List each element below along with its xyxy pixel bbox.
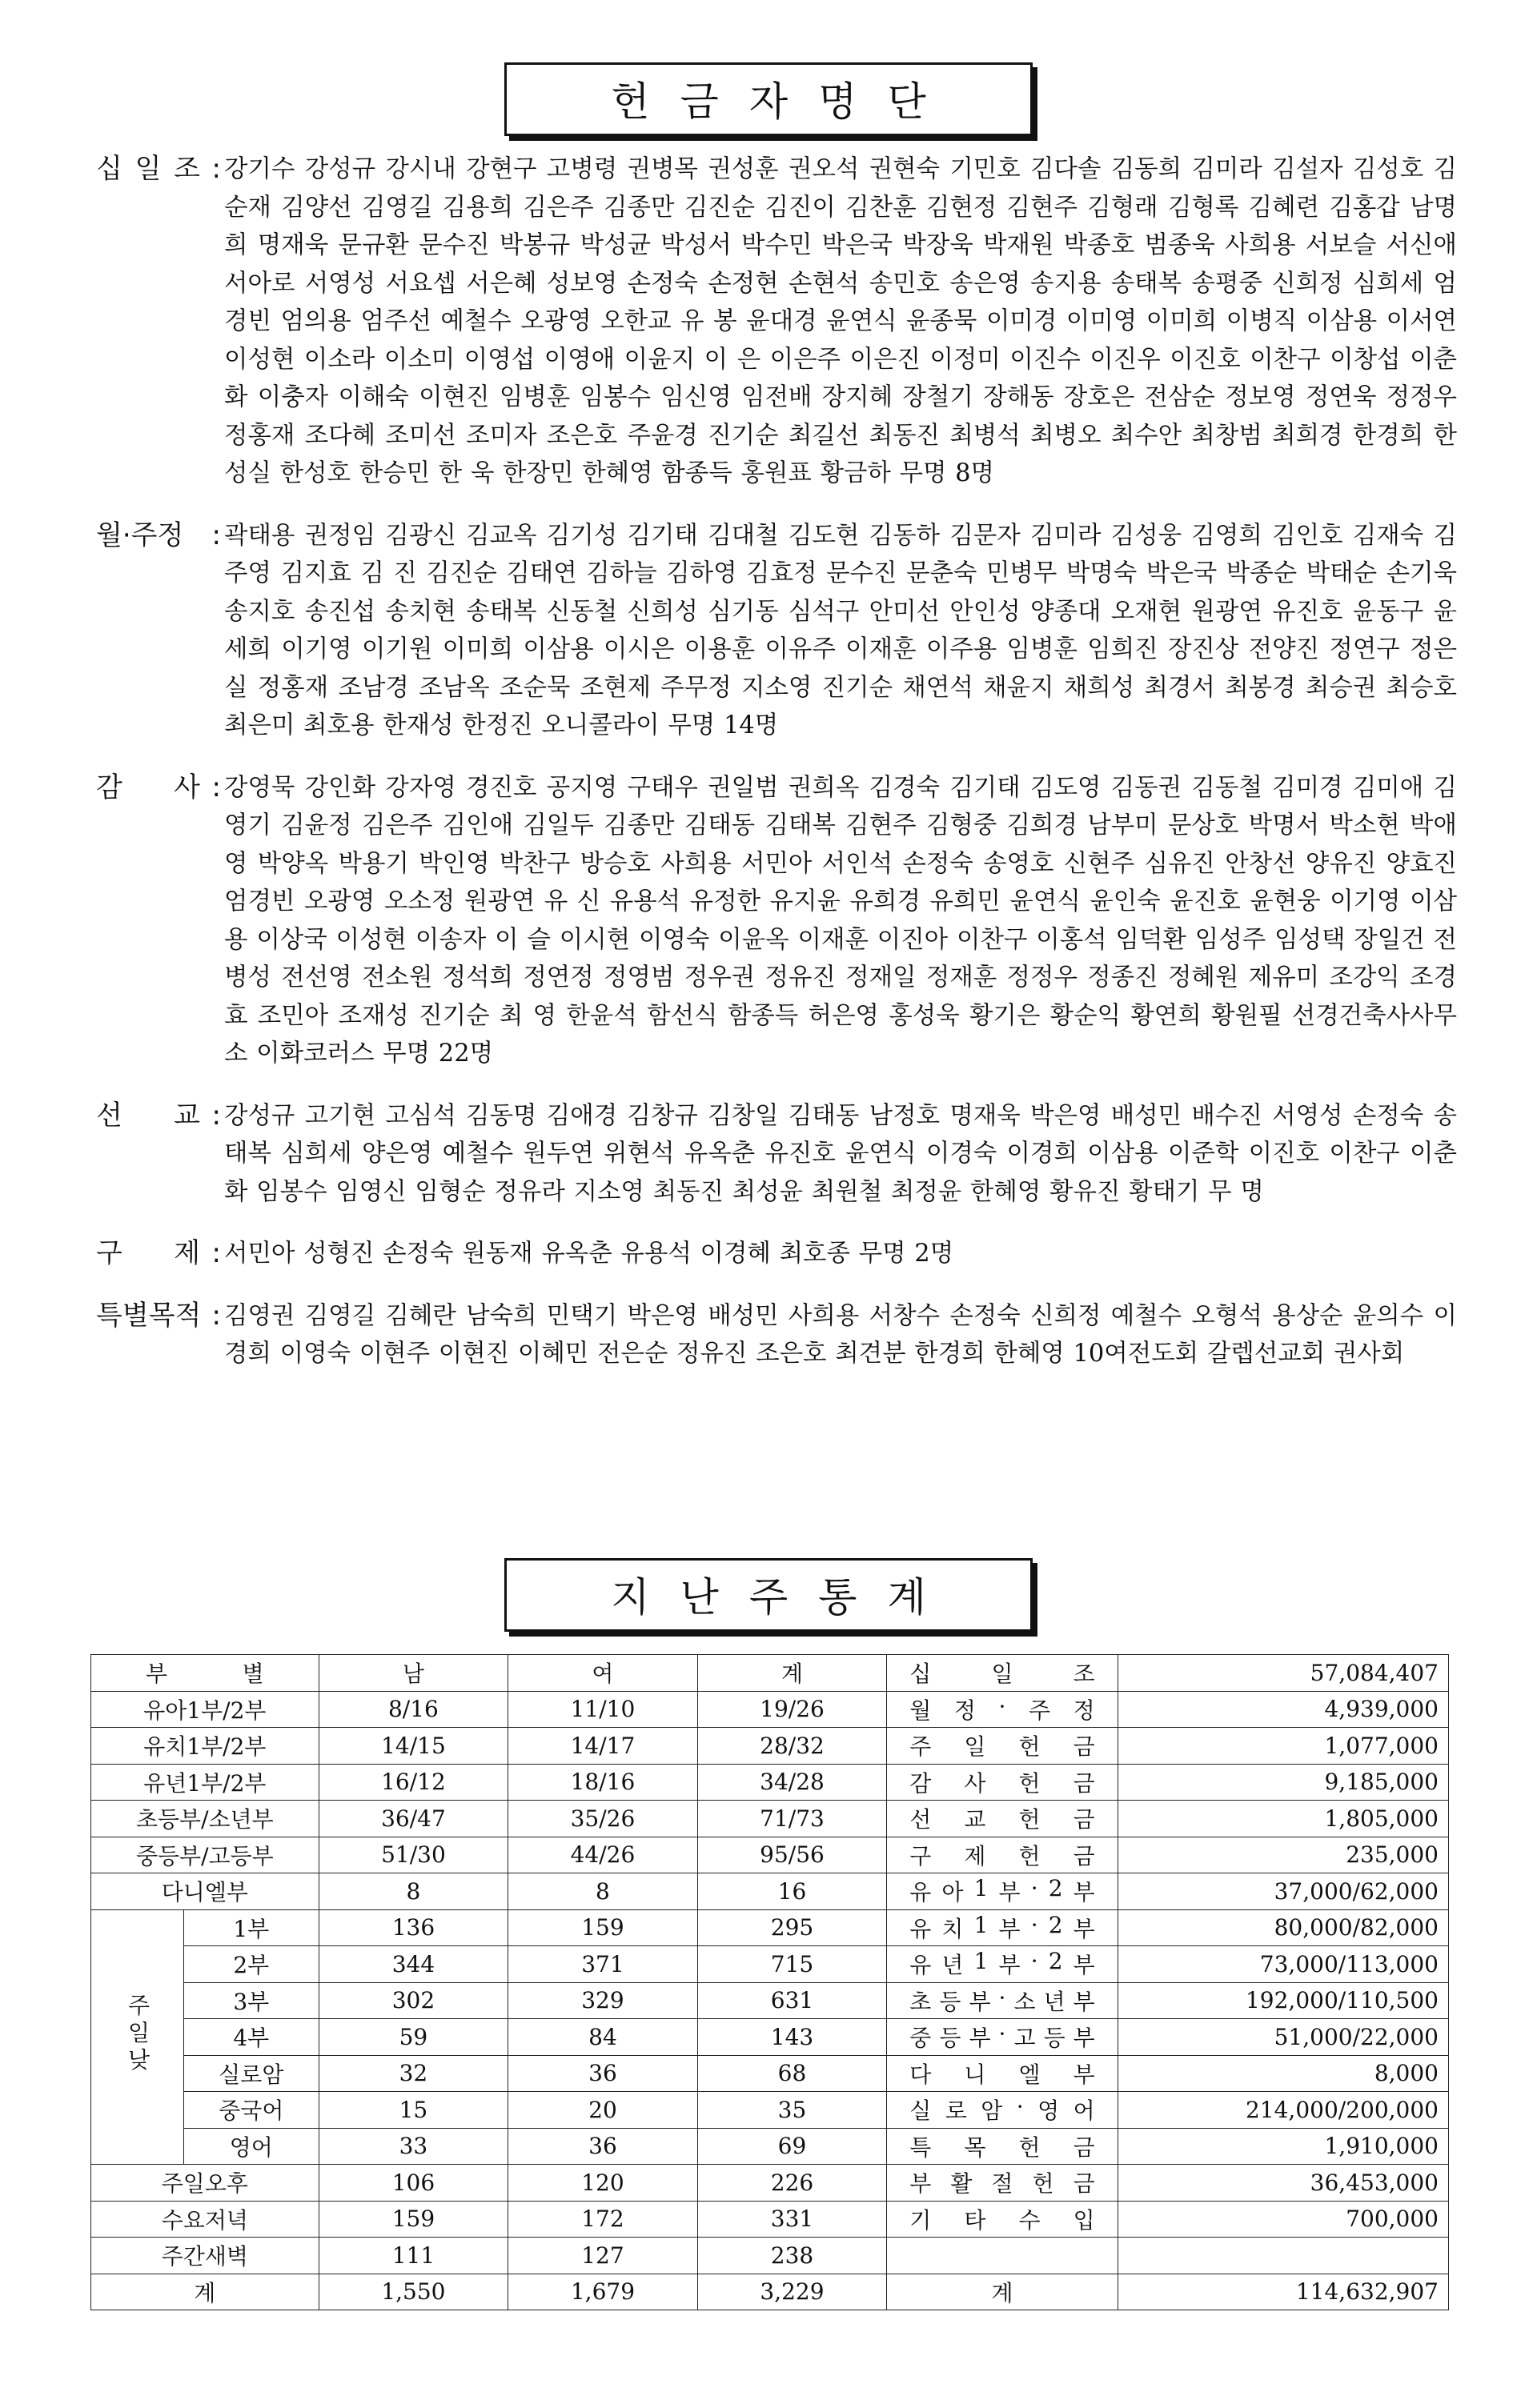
female-cell: 159 [508, 1909, 698, 1946]
offering-amount: 51,000/22,000 [1118, 2019, 1448, 2056]
offering-item: 중 등 부 · 고 등 부 [887, 2019, 1118, 2056]
offering-amount: 36,453,000 [1118, 2165, 1448, 2202]
total-cell: 3,229 [697, 2274, 887, 2310]
total-cell: 35 [697, 2092, 887, 2129]
dept-cell: 중국어 [183, 2092, 319, 2129]
offering-item: 유 아 1 부 · 2 부 [887, 1873, 1118, 1910]
sunday-group-label: 주일낮 [91, 1909, 184, 2165]
dept-cell: 중등부/고등부 [91, 1837, 319, 1873]
table-row [91, 1909, 1449, 1946]
section-label-text: 감 사 [96, 771, 200, 803]
male-cell: 36/47 [319, 1801, 508, 1837]
dept-cell: 3부 [183, 1982, 319, 2019]
total-cell: 331 [697, 2201, 887, 2238]
dept-cell: 수요저녁 [91, 2201, 319, 2238]
table-row [91, 2238, 1449, 2274]
donor-names: 김영권 김영길 김혜란 남숙희 민택기 박은영 배성민 사희용 서창수 손정숙 신희정 예철수 오형석 용상순 윤의수 이경희 이영숙 이현주 이현진 이혜민 전은순 정유진 조은호 최견분 한경희 한혜영 10여전도회 갈렙선교회 권사회 [224, 1301, 1457, 1368]
offering-amount [1118, 2238, 1448, 2274]
weekly-stats-table [90, 1654, 1449, 2310]
offering-item: 선 교 헌 금 [887, 1801, 1118, 1837]
offering-amount: 1,077,000 [1118, 1728, 1448, 1765]
offering-amount: 8,000 [1118, 2055, 1448, 2092]
male-cell: 8 [319, 1873, 508, 1910]
female-cell: 371 [508, 1946, 698, 1983]
table-row [91, 2165, 1449, 2202]
table-header-row [91, 1655, 1449, 1692]
dept-cell: 초등부/소년부 [91, 1801, 319, 1837]
donor-names: 서민아 성형진 손정숙 원동재 유옥춘 유용석 이경혜 최호종 무명 2명 [224, 1240, 954, 1268]
header-male: 남 [319, 1655, 508, 1692]
male-cell: 302 [319, 1982, 508, 2019]
female-cell: 329 [508, 1982, 698, 2019]
table-row [91, 2019, 1449, 2056]
donor-names: 강기수 강성규 강시내 강현구 고병령 권병목 권성훈 권오석 권현숙 기민호 김다솔 김동희 김미라 김설자 김성호 김순재 김양선 김영길 김용희 김은주 김종만 김진순 김진이 김찬훈 김현정 김현주 김형래 김형록 김혜련 김홍갑 남명희 명재욱 문규환 문수진 박봉규 박성균 박성서 박수민 박은국 박장욱 박재원 박종호 범종욱 사희용 서보슬 서신애 서아로 서영성 서요셉 서은혜 성보영 손정숙 손정현 손현석 송민호 송은영 송지용 송태복 송평중 신희정 심희세 엄경빈 엄의용 엄주선 예철수 오광영 오한교 유 봉 윤대경 윤연식 윤종묵 이미경 이미영 이미희 이병직 이삼용 이서연 이성현 이소라 이소미 이영섭 이영애 이윤지 이 은 이은주 이은진 이정미 이진수 이진우 이진호 이찬구 이창섭 이춘화 이충자 이해숙 이현진 임병훈 임봉수 임신영 임전배 장지혜 장철기 장해동 장호은 전삼순 정보영 정연욱 정정우 정홍재 조다혜 조미선 조미자 조은호 주윤경 진기순 최길선 최동진 최병석 최병오 최수안 최창범 최희경 한경희 한성실 한성호 한승민 한 욱 한장민 한혜영 함종득 홍원표 황금하 무명 8명 [224, 155, 1457, 487]
section-label: 특별목적 : [96, 1297, 224, 1373]
offering-item: 유 년 1 부 · 2 부 [887, 1946, 1118, 1983]
male-cell: 16/12 [319, 1764, 508, 1801]
offering-item: 계 [887, 2274, 1118, 2310]
female-cell: 35/26 [508, 1801, 698, 1837]
male-cell: 51/30 [319, 1837, 508, 1873]
total-cell: 69 [697, 2128, 887, 2165]
section-label-text: 구 제 [96, 1237, 200, 1269]
male-cell: 32 [319, 2055, 508, 2092]
female-cell: 36 [508, 2055, 698, 2092]
section-label-text: 특별목적 [96, 1299, 202, 1332]
offering-amount: 4,939,000 [1118, 1691, 1448, 1728]
offering-item: 감 사 헌 금 [887, 1764, 1118, 1801]
total-cell: 68 [697, 2055, 887, 2092]
offering-item: 십 일 조 [887, 1655, 1118, 1692]
section-label: 십 일 조 : [96, 150, 224, 493]
female-cell: 84 [508, 2019, 698, 2056]
total-cell: 631 [697, 1982, 887, 2019]
offering-item: 부 활 절 헌 금 [887, 2165, 1118, 2202]
dept-cell: 주간새벽 [91, 2238, 319, 2274]
offering-item: 실 로 암 · 영 어 [887, 2092, 1118, 2129]
dept-cell: 유치1부/2부 [91, 1728, 319, 1765]
section-label: 선 교 : [96, 1097, 224, 1212]
offering-item: 다 니 엘 부 [887, 2055, 1118, 2092]
total-cell: 16 [697, 1873, 887, 1910]
offering-amount: 235,000 [1118, 1837, 1448, 1873]
dept-cell: 2부 [183, 1946, 319, 1983]
male-cell: 15 [319, 2092, 508, 2129]
total-cell: 28/32 [697, 1728, 887, 1765]
section-label: 월·주정 : [96, 517, 224, 745]
male-cell: 106 [319, 2165, 508, 2202]
section-label-text: 선 교 [96, 1099, 200, 1132]
section-label-text: 십 일 조 [96, 153, 200, 185]
offering-item: 월 정 · 주 정 [887, 1691, 1118, 1728]
offering-amount: 37,000/62,000 [1118, 1873, 1448, 1910]
table-row [91, 1873, 1449, 1910]
female-cell: 20 [508, 2092, 698, 2129]
offering-amount: 192,000/110,500 [1118, 1982, 1448, 2019]
female-cell: 11/10 [508, 1691, 698, 1728]
offering-amount: 57,084,407 [1118, 1655, 1448, 1692]
total-cell: 226 [697, 2165, 887, 2202]
dept-cell: 계 [91, 2274, 319, 2310]
header-total: 계 [697, 1655, 887, 1692]
offering-amount: 214,000/200,000 [1118, 2092, 1448, 2129]
female-cell: 1,679 [508, 2274, 698, 2310]
donor-section [96, 150, 1457, 493]
dept-cell: 다니엘부 [91, 1873, 319, 1910]
offering-item: 유 치 1 부 · 2 부 [887, 1909, 1118, 1946]
female-cell: 36 [508, 2128, 698, 2165]
offering-amount: 1,805,000 [1118, 1801, 1448, 1837]
male-cell: 14/15 [319, 1728, 508, 1765]
offering-amount: 9,185,000 [1118, 1764, 1448, 1801]
male-cell: 136 [319, 1909, 508, 1946]
table-row [91, 1728, 1449, 1765]
offering-amount: 700,000 [1118, 2201, 1448, 2238]
donor-section [96, 769, 1457, 1073]
dept-cell: 유아1부/2부 [91, 1691, 319, 1728]
total-cell: 143 [697, 2019, 887, 2056]
offering-item [887, 2238, 1118, 2274]
female-cell: 18/16 [508, 1764, 698, 1801]
table-row [91, 1691, 1449, 1728]
table-row [91, 1764, 1449, 1801]
donor-names: 곽태용 권정임 김광신 김교옥 김기성 김기태 김대철 김도현 김동하 김문자 김미라 김성웅 김영희 김인호 김재숙 김주영 김지효 김 진 김진순 김태연 김하늘 김하영 김효정 문수진 문춘숙 민병무 박명숙 박은국 박종순 박태순 손기욱 송지호 송진섭 송치현 송태복 신동철 신희성 심기동 심석구 안미선 안인성 양종대 오재현 원광연 유진호 윤동구 윤세희 이기영 이기원 이미희 이삼용 이시은 이용훈 이유주 이재훈 이주용 임병훈 임희진 장진상 전양진 정연구 정은실 정홍재 조남경 조남옥 조순묵 조현제 주무정 지소영 진기순 채연석 채윤지 채희성 최경서 최봉경 최승권 최승호 최은미 최호용 한재성 한정진 오니콜라이 무명 14명 [224, 521, 1457, 739]
male-cell: 159 [319, 2201, 508, 2238]
male-cell: 8/16 [319, 1691, 508, 1728]
dept-cell: 실로암 [183, 2055, 319, 2092]
donor-section [96, 1297, 1457, 1373]
total-cell: 95/56 [697, 1837, 887, 1873]
female-cell: 44/26 [508, 1837, 698, 1873]
table-row [91, 1801, 1449, 1837]
offering-item: 주 일 헌 금 [887, 1728, 1118, 1765]
male-cell: 33 [319, 2128, 508, 2165]
total-cell: 238 [697, 2238, 887, 2274]
offering-item: 구 제 헌 금 [887, 1837, 1118, 1873]
donor-names: 강영묵 강인화 강자영 경진호 공지영 구태우 권일범 권희옥 김경숙 김기태 김도영 김동권 김동철 김미경 김미애 김영기 김윤정 김은주 김인애 김일두 김종만 김태동 김태복 김현주 김형중 김희경 남부미 문상호 박명서 박소현 박애영 박양옥 박용기 박인영 박찬구 방승호 사희용 서민아 서인석 손정숙 송영호 신현주 심유진 안창선 양유진 양효진 엄경빈 오광영 오소정 원광연 유 신 유용석 유정한 유지윤 유희경 유희민 윤연식 윤인숙 윤진호 윤현웅 이기영 이삼용 이상국 이성현 이송자 이 슬 이시현 이영숙 이윤옥 이재훈 이진아 이찬구 이홍석 임덕환 임성주 임성택 장일건 전병성 전선영 전소원 정석희 정연정 정영범 정우권 정유진 정재일 정재훈 정정우 정종진 정혜원 제유미 조강익 조경효 조민아 조재성 진기순 최 영 한윤석 함선식 함종득 허은영 홍성욱 황기은 황순익 황연희 황원필 선경건축사사무소 이화코러스 무명 22명 [224, 773, 1457, 1068]
donor-names: 강성규 고기현 고심석 김동명 김애경 김창규 김창일 김태동 남정호 명재욱 박은영 배성민 배수진 서영성 손정숙 송태복 심희세 양은영 예철수 원두연 위현석 유옥춘 유진호 윤연식 이경숙 이경희 이삼용 이준학 이진호 이찬구 이춘화 임봉수 임영신 임형순 정유라 지소영 최동진 최성윤 최원철 최정윤 한혜영 황유진 황태기 무 명 [224, 1101, 1457, 1206]
total-cell: 19/26 [697, 1691, 887, 1728]
table-row [91, 2128, 1449, 2165]
offering-amount: 114,632,907 [1118, 2274, 1448, 2310]
section-label: 감 사 : [96, 769, 224, 1073]
male-cell: 59 [319, 2019, 508, 2056]
female-cell: 172 [508, 2201, 698, 2238]
dept-cell: 주일오후 [91, 2165, 319, 2202]
section-label: 구 제 : [96, 1235, 224, 1273]
table-row [91, 2092, 1449, 2129]
table-row [91, 1837, 1449, 1873]
male-cell: 1,550 [319, 2274, 508, 2310]
female-cell: 127 [508, 2238, 698, 2274]
offering-item: 초 등 부 · 소 년 부 [887, 1982, 1118, 2019]
table-row [91, 2201, 1449, 2238]
table-row [91, 1946, 1449, 1983]
offering-amount: 73,000/113,000 [1118, 1946, 1448, 1983]
header-female: 여 [508, 1655, 698, 1692]
donor-section [96, 1235, 1457, 1273]
total-cell: 34/28 [697, 1764, 887, 1801]
section-label-text: 월·주정 [96, 519, 184, 551]
donor-list-title: 헌금자명단 [504, 62, 1033, 136]
stats-title: 지난주통계 [504, 1558, 1033, 1632]
header-dept: 부 별 [91, 1655, 319, 1692]
grand-total-row [91, 2274, 1449, 2310]
offering-item: 특 목 헌 금 [887, 2128, 1118, 2165]
total-cell: 715 [697, 1946, 887, 1983]
donor-section [96, 517, 1457, 745]
dept-cell: 영어 [183, 2128, 319, 2165]
female-cell: 14/17 [508, 1728, 698, 1765]
female-cell: 120 [508, 2165, 698, 2202]
male-cell: 111 [319, 2238, 508, 2274]
total-cell: 295 [697, 1909, 887, 1946]
donor-sections [96, 150, 1457, 1397]
female-cell: 8 [508, 1873, 698, 1910]
offering-amount: 1,910,000 [1118, 2128, 1448, 2165]
table-row [91, 1982, 1449, 2019]
male-cell: 344 [319, 1946, 508, 1983]
total-cell: 71/73 [697, 1801, 887, 1837]
dept-cell: 4부 [183, 2019, 319, 2056]
offering-amount: 80,000/82,000 [1118, 1909, 1448, 1946]
donor-section [96, 1097, 1457, 1212]
table-row [91, 2055, 1449, 2092]
offering-item: 기 타 수 입 [887, 2201, 1118, 2238]
dept-cell: 1부 [183, 1909, 319, 1946]
dept-cell: 유년1부/2부 [91, 1764, 319, 1801]
